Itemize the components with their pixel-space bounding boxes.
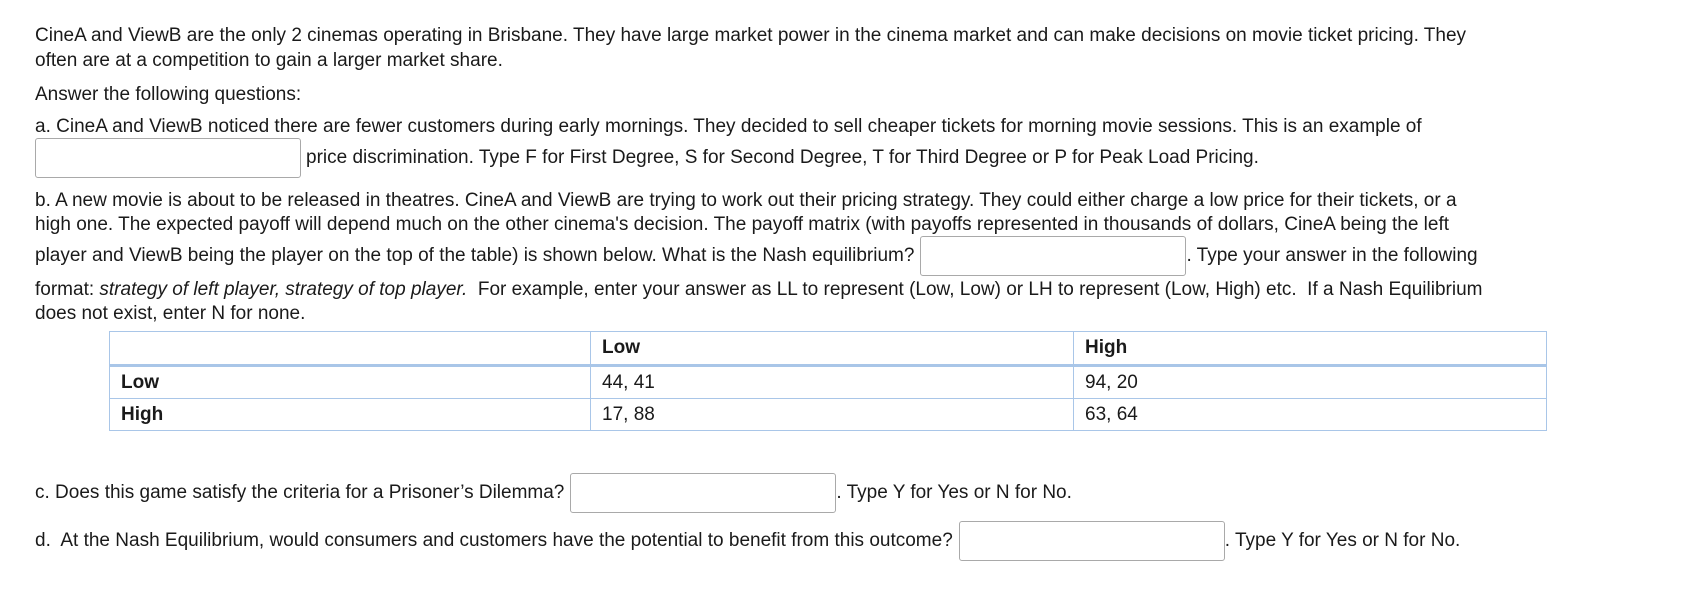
question-a-text: a. CineA and ViewB noticed there are fewer customers during early mornings. They decided to sell cheaper tickets for morning movie sessions. This is an example of [35,116,1422,137]
intro-line-2: often are at a competition to gain a larger market share. [35,50,503,71]
payoff-corner-cell [110,332,591,366]
nash-equilibrium-answer-input[interactable] [920,236,1186,276]
question-d-row [35,521,1460,561]
question-b-answer-row [35,236,1478,276]
payoff-header-high: High [1074,332,1547,366]
question-c-text: c. Does this game satisfy the criteria for a Prisoner’s Dilemma? [35,482,565,504]
intro-line-1: CineA and ViewB are the only 2 cinemas operating in Brisbane. They have large market power in the cinema market and can make decisions on movie ticket pricing. They [35,25,1467,46]
payoff-row-high [110,399,1547,431]
payoff-cell-high-high: 63, 64 [1074,399,1547,431]
question-d-instructions: . Type Y for Yes or N for No. [1224,530,1461,552]
format-italic: strategy of left player, strategy of top player. [99,279,468,300]
format-example: For example, enter your answer as LL to represent (Low, Low) or LH to represent (Low, High) etc. If a Nash Equilibrium [467,279,1483,300]
question-a-answer-input[interactable] [35,138,301,178]
question-b-line-5: does not exist, enter N for none. [35,303,306,324]
question-b-line-3: player and ViewB being the player on the top of the table) is shown below. What is the Nash equilibrium? [35,245,915,267]
question-c-instructions: . Type Y for Yes or N for No. [836,482,1072,504]
instruction-text: Answer the following questions: [35,84,302,105]
payoff-cell-low-high: 94, 20 [1074,366,1547,399]
payoff-row-low [110,366,1547,399]
question-b-format-lead: . Type your answer in the following [1186,245,1478,267]
format-prefix: format: [35,279,100,300]
payoff-cell-high-low: 17, 88 [591,399,1074,431]
payoff-row-label-low: Low [110,366,591,399]
question-a-answer-row [35,138,1259,178]
payoff-cell-low-low: 44, 41 [591,366,1074,399]
question-a-instructions: price discrimination. Type F for First Degree, S for Second Degree, T for Third Degree or P for Peak Load Pricing. [306,147,1259,169]
question-b-line-4 [35,279,1482,301]
question-d-text: d. At the Nash Equilibrium, would consumers and customers have the potential to benefit from this outcome? [35,530,953,552]
question-b-line-2: high one. The expected payoff will depend much on the other cinema's decision. The payoff matrix (with payoffs represented in thousands of dollars, CineA being the left [35,214,1450,235]
consumer-benefit-answer-input[interactable] [959,521,1225,561]
payoff-header-low: Low [591,332,1074,366]
payoff-header-row [110,332,1547,366]
payoff-matrix [109,331,1547,431]
question-b-line-1: b. A new movie is about to be released in theatres. CineA and ViewB are trying to work out their pricing strategy. They could either charge a low price for their tickets, or a [35,190,1457,211]
question-c-row [35,473,1072,513]
payoff-row-label-high: High [110,399,591,431]
prisoners-dilemma-answer-input[interactable] [570,473,836,513]
